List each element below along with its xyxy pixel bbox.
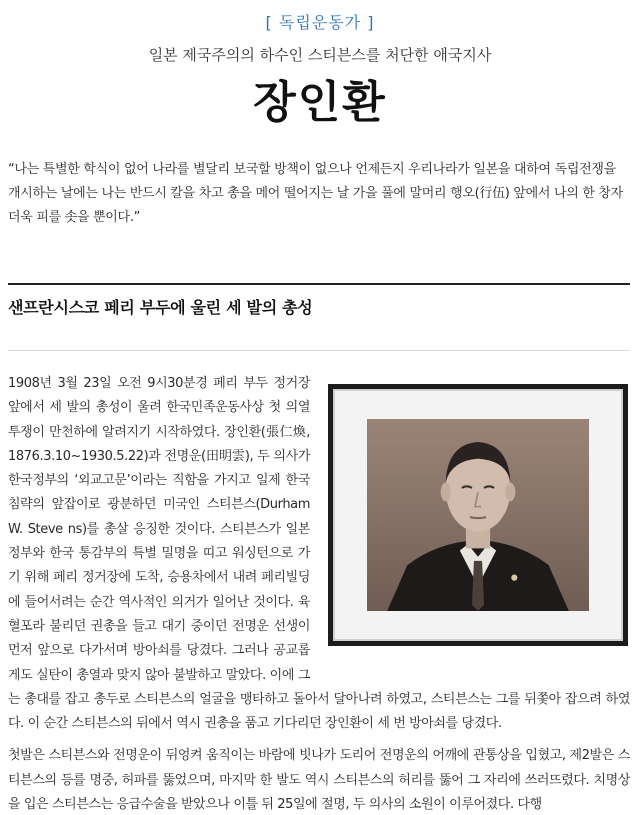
portrait-mat	[333, 389, 623, 641]
article-body	[8, 372, 630, 815]
portrait-figure	[322, 376, 630, 660]
article-paragraph-2: 첫발은 스티븐스와 전명운이 뒤엉켜 움직이는 바람에 빗나가 도리어 전명운의 어깨에 관통상을 입혔고, 제2발은 스티븐스의 등를 명중, 허파를 뚫었으며, 마지막 한 발도 역시 스티븐스의 허리를 뚫어 그 자리에 쓰러뜨렸다. 치명상을 입은 스티븐스는 응급수술을 받았으나 이틀 뒤 25일에 절명, 두 의사의 소원이 이루어졌다. 다행	[8, 748, 630, 813]
portrait-frame	[328, 384, 628, 646]
page-subtitle: 일본 제국주의의 하수인 스티븐스를 처단한 애국지사	[148, 46, 492, 64]
heading-underline	[8, 350, 630, 351]
portrait-photo	[367, 419, 589, 611]
quote-text: “나는 특별한 학식이 없어 나라를 별달리 보국할 방책이 없으나 언제든지 우리나라가 일본을 대하여 독립전쟁을 개시하는 날에는 나는 반드시 칼을 차고 총을 메어 떨어지는 날 가을 풀에 말머리 행오(行伍) 앞에서 나의 한 창자 더욱 피를 솟을 뿐이다.”	[8, 162, 623, 225]
page-title: 장인환	[253, 77, 387, 128]
portrait-illustration	[367, 419, 589, 611]
section-heading: 샌프란시스코 페리 부두에 울린 세 발의 총성	[8, 298, 313, 317]
article-paragraph-1: 1908년 3월 23일 오전 9시30분경 페리 부두 정거장 앞에서 세 발의 총성이 울려 한국민족운동사상 첫 의열투쟁이 만천하에 알려지기 시작하였다. 장인환(張仁煥, 1876.3.10~1930.5.22)과 전명운(田明雲), 두 의사가 한국정부의 ‘외교고문’이라는 직함을 가지고 일제 한국침략의 앞잡이로 광분하던 미국인 스티븐스(Durham W. Steve ns)를 총살 응징한 것이다. 스티븐스가 일본 정부와 한국 통감부의 특별 밀명을 띠고 워싱턴으로 가기 위해 페리 정거장에 도착, 승용차에서 내려 페리빌딩에 들어서려는 순간 역사적인 의거가 일어난 것이다. 육혈포라 불리던 권총을 들고 대기 중이던 전명운 선생이 먼저 앞으로 다가서며 방아쇠를 당겼다. 그러나 공교롭게도 실탄이 총열과 맞지 않아 불발하고 말았다. 이에 그는 총대를 잡고 총두로 스티븐스의 얼굴을 맹타하고 돌아서 달아나려 하였고, 스티븐스는 그를 뒤쫓아 잡으려 하였다. 이 순간 스티븐스의 뒤에서 역시 권총을 품고 기다리던 장인환이 세 번 방아쇠를 당겼다.	[8, 376, 630, 732]
section-divider	[8, 283, 630, 285]
category-label: [ 독립운동가 ]	[265, 13, 375, 32]
